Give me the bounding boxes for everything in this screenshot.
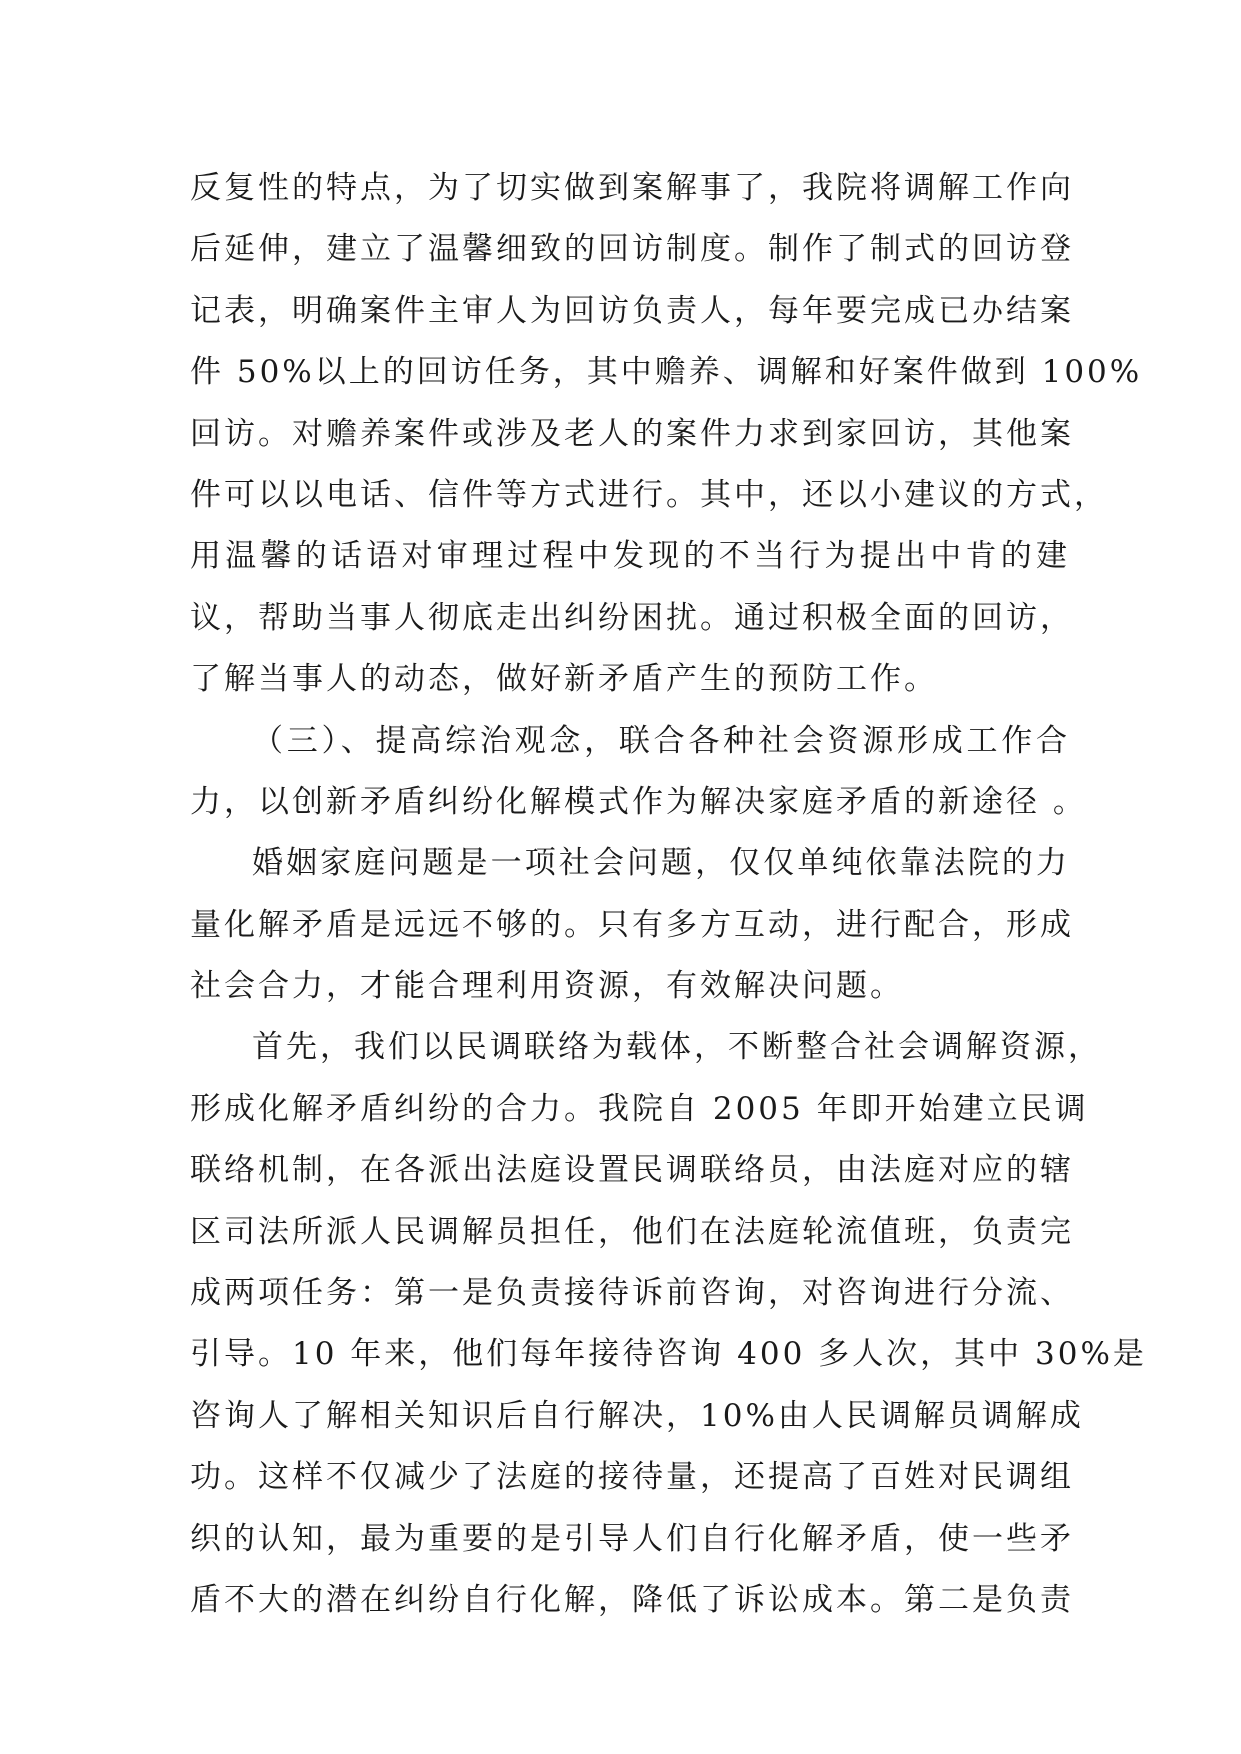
text-line: 咨询人了解相关知识后自行解决，10%由人民调解员调解成 — [190, 1397, 1084, 1434]
section-heading-line: 力，以创新矛盾纠纷化解模式作为解决家庭矛盾的新途径 。 — [190, 783, 1087, 820]
text-line: 婚姻家庭问题是一项社会问题，仅仅单纯依靠法院的力 — [252, 845, 1070, 882]
text-line: 引导。10 年来，他们每年接待咨询 400 多人次，其中 30%是 — [190, 1336, 1147, 1373]
text-line: 记表，明确案件主审人为回访负责人，每年要完成已办结案 — [190, 292, 1074, 329]
text-line: 了解当事人的动态，做好新矛盾产生的预防工作。 — [190, 661, 938, 698]
text-line: 社会合力，才能合理利用资源，有效解决问题。 — [190, 968, 904, 1005]
text-line: 联络机制，在各派出法庭设置民调联络员，由法庭对应的辖 — [190, 1152, 1074, 1189]
text-line: 功。这样不仅减少了法庭的接待量，还提高了百姓对民调组 — [190, 1459, 1074, 1496]
text-line: 用温馨的话语对审理过程中发现的不当行为提出中肯的建 — [190, 538, 1070, 575]
text-line: 件可以以电话、信件等方式进行。其中，还以小建议的方式， — [190, 476, 1108, 513]
text-line: 件 50%以上的回访任务，其中赡养、调解和好案件做到 100% — [190, 354, 1143, 391]
text-line: 成两项任务：第一是负责接待诉前咨询，对咨询进行分流、 — [190, 1275, 1074, 1312]
text-line: 首先，我们以民调联络为载体，不断整合社会调解资源， — [252, 1029, 1102, 1066]
body-text — [190, 158, 1147, 1631]
text-line: 后延伸，建立了温馨细致的回访制度。制作了制式的回访登 — [190, 231, 1074, 268]
text-line: 形成化解矛盾纠纷的合力。我院自 2005 年即开始建立民调 — [190, 1090, 1089, 1127]
text-line: 盾不大的潜在纠纷自行化解，降低了诉讼成本。第二是负责 — [190, 1581, 1074, 1618]
section-heading-line: （三）、提高综治观念，联合各种社会资源形成工作合 — [252, 722, 1070, 759]
text-line: 量化解矛盾是远远不够的。只有多方互动，进行配合，形成 — [190, 906, 1074, 943]
text-line: 反复性的特点，为了切实做到案解事了，我院将调解工作向 — [190, 170, 1074, 206]
text-line: 区司法所派人民调解员担任，他们在法庭轮流值班，负责完 — [190, 1213, 1074, 1250]
text-line: 议，帮助当事人彻底走出纠纷困扰。通过积极全面的回访， — [190, 599, 1074, 636]
text-line: 织的认知，最为重要的是引导人们自行化解矛盾，使一些矛 — [190, 1520, 1074, 1557]
text-line: 回访。对赡养案件或涉及老人的案件力求到家回访，其他案 — [190, 415, 1074, 452]
